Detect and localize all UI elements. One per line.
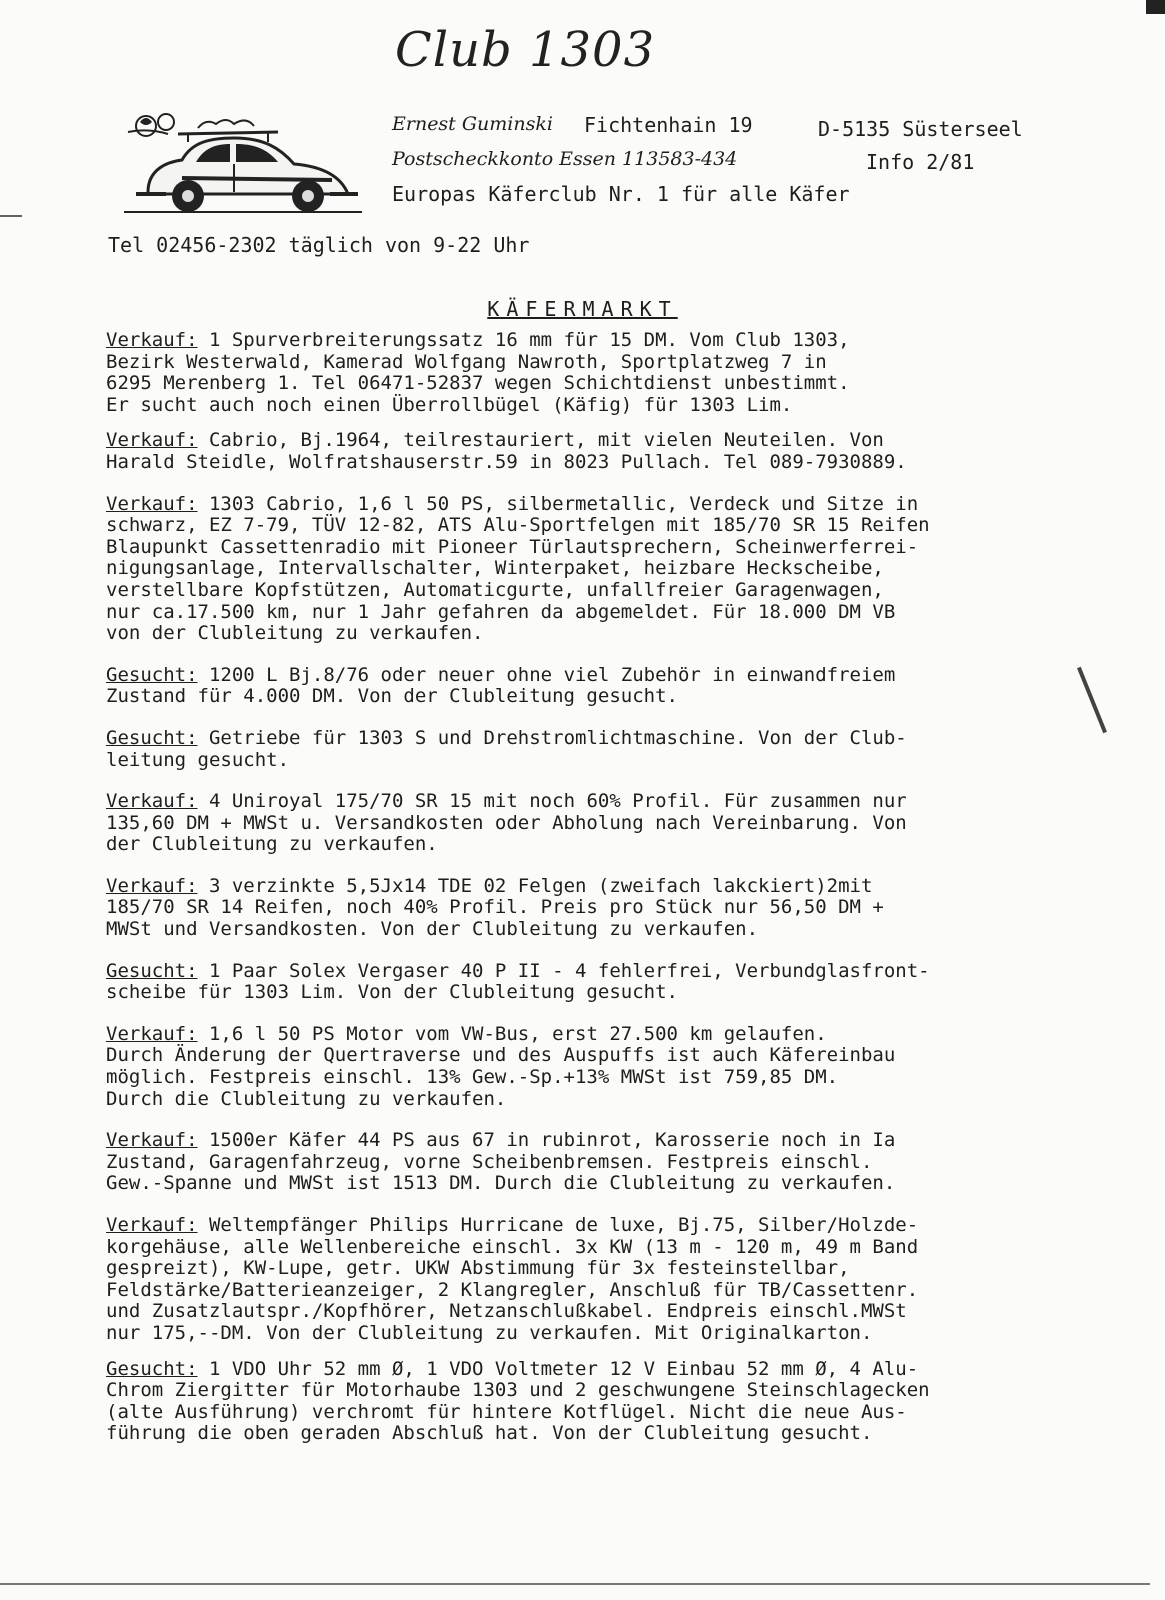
beetle-car-illustration — [118, 108, 368, 216]
classified-list — [106, 330, 1096, 1445]
ad-label: Verkauf: — [106, 1129, 198, 1152]
scan-bottom-line — [0, 1583, 1150, 1585]
list-item — [106, 728, 1096, 771]
phone-line: Tel 02456-2302 täglich von 9-22 Uhr — [108, 233, 530, 257]
ad-text: 1200 L Bj.8/76 oder neuer ohne viel Zubehör in einwandfreiem Zustand für 4.000 DM. Von der Clubleitung gesucht. — [106, 663, 896, 708]
ad-label: Gesucht: — [106, 726, 198, 749]
list-item — [106, 1130, 1096, 1195]
ad-text: 4 Uniroyal 175/70 SR 15 mit noch 60% Profil. Für zusammen nur 135,60 DM + MWSt u. Versandkosten oder Abholung nach Vereinbarung. Von der Clubleitung zu verkaufen. — [106, 790, 907, 856]
ad-label: Gesucht: — [106, 663, 198, 686]
ad-text: 1 VDO Uhr 52 mm Ø, 1 VDO Voltmeter 12 V Einbau 52 mm Ø, 4 Alu- Chrom Ziergitter für Motorhaube 1303 und 2 geschwungene Steinschlagecken (alte Ausführung) verchromt für hintere Kotflügel. Nicht die neue Aus- führung die oben geraden Abschluß hat. Von der Clubleitung gesucht. — [106, 1357, 930, 1445]
club-logo: Club 1303 — [395, 22, 656, 78]
postcode-city: D-5135 Süsterseel — [818, 117, 1023, 141]
scan-edge-mark — [0, 215, 22, 217]
ad-text: 1303 Cabrio, 1,6 l 50 PS, silbermetallic, Verdeck und Sitze in schwarz, EZ 7-79, TÜV 12-82, ATS Alu-Sportfelgen mit 185/70 SR 15 Reifen Blaupunkt Cassettenradio mit Pioneer Türlautsprechern, Scheinwerferrei- nigungsanlage, Intervallschalter, Winterpaket, heizbare Heckscheibe, verstellbare Kopfstützen, Automaticgurte, unfallfreier Garagenwagen, nur ca.17.500 km, nur 1 Jahr gefahren da abgemeldet. Für 18.000 DM VB von der Clubleitung zu verkaufen. — [106, 492, 930, 645]
ad-label: Gesucht: — [106, 959, 198, 982]
list-item — [106, 494, 1096, 645]
bank-account: Postscheckkonto Essen 113583-434 — [392, 148, 738, 170]
list-item — [106, 876, 1096, 941]
owner-name: Ernest Guminski — [392, 113, 553, 135]
ad-text: 1 Spurverbreiterungssatz 16 mm für 15 DM. Vom Club 1303, Bezirk Westerwald, Kamerad Wolfgang Nawroth, Sportplatzweg 7 in 6295 Merenberg 1. Tel 06471-52837 wegen Schichtdienst unbestimmt. Er sucht auch noch einen Überrollbügel (Käfig) für 1303 Lim. — [106, 329, 850, 416]
ad-text: 1500er Käfer 44 PS aus 67 in rubinrot, Karosserie noch in Ia Zustand, Garagenfahrzeug, vorne Scheibenbremsen. Festpreis einschl. Gew.-Spanne und MWSt ist 1513 DM. Durch die Clubleitung zu verkaufen. — [106, 1129, 896, 1195]
ad-label: Verkauf: — [106, 429, 198, 452]
ad-text: Weltempfänger Philips Hurricane de luxe, Bj.75, Silber/Holzde- korgehäuse, alle Wellenbereiche einschl. 3x KW (13 m - 120 m, 49 m Band gespreizt), KW-Lupe, getr. UKW Abstimmung für 3x festeinstellbar, Feldstärke/Batterieanzeiger, 2 Klangregler, Anschluß für TB/Cassettenr. und Zusatzlautspr./Kopfhörer, Netzanschlußkabel. Endpreis einschl.MWSt nur 175,--DM. Von der Clubleitung zu verkaufen. Mit Originalkarton. — [106, 1214, 919, 1344]
ad-label: Verkauf: — [106, 1022, 198, 1045]
ad-label: Verkauf: — [106, 1214, 198, 1236]
list-item — [106, 1359, 1096, 1445]
list-item — [106, 330, 1096, 416]
ad-text: Getriebe für 1303 S und Drehstromlichtmaschine. Von der Club- leitung gesucht. — [106, 726, 907, 771]
info-number: Info 2/81 — [866, 150, 975, 174]
ad-label: Gesucht: — [106, 1357, 198, 1380]
page-title: KÄFERMARKT — [487, 297, 678, 321]
club-slogan: Europas Käferclub Nr. 1 für alle Käfer — [392, 182, 850, 206]
ad-text: Cabrio, Bj.1964, teilrestauriert, mit vielen Neuteilen. Von Harald Steidle, Wolfratshauserstr.59 in 8023 Pullach. Tel 089-7930889. — [106, 429, 907, 473]
list-item — [106, 665, 1096, 708]
ad-text: 1 Paar Solex Vergaser 40 P II - 4 fehlerfrei, Verbundglasfront- scheibe für 1303 Lim. Von der Clubleitung gesucht. — [106, 959, 930, 1004]
ad-label: Verkauf: — [106, 329, 198, 351]
list-item — [106, 791, 1096, 856]
street-address: Fichtenhain 19 — [584, 113, 753, 137]
scan-corner-mark — [1146, 0, 1165, 14]
list-item — [106, 961, 1096, 1004]
list-item — [106, 430, 1096, 473]
list-item — [106, 1024, 1096, 1110]
ad-label: Verkauf: — [106, 790, 198, 813]
ad-label: Verkauf: — [106, 874, 198, 897]
ad-text: 1,6 l 50 PS Motor vom VW-Bus, erst 27.500 km gelaufen. Durch Änderung der Quertraverse und des Auspuffs ist auch Käfereinbau möglich. Festpreis einschl. 13% Gew.-Sp.+13% MWSt ist 759,85 DM. Durch die Clubleitung zu verkaufen. — [106, 1022, 896, 1110]
ad-text: 3 verzinkte 5,5Jx14 TDE 02 Felgen (zweifach lakckiert)2mit 185/70 SR 14 Reifen, noch 40% Profil. Preis pro Stück nur 56,50 DM + MWSt und Versandkosten. Von der Clubleitung zu verkaufen. — [106, 874, 884, 941]
list-item — [106, 1215, 1096, 1345]
ad-label: Verkauf: — [106, 492, 198, 515]
